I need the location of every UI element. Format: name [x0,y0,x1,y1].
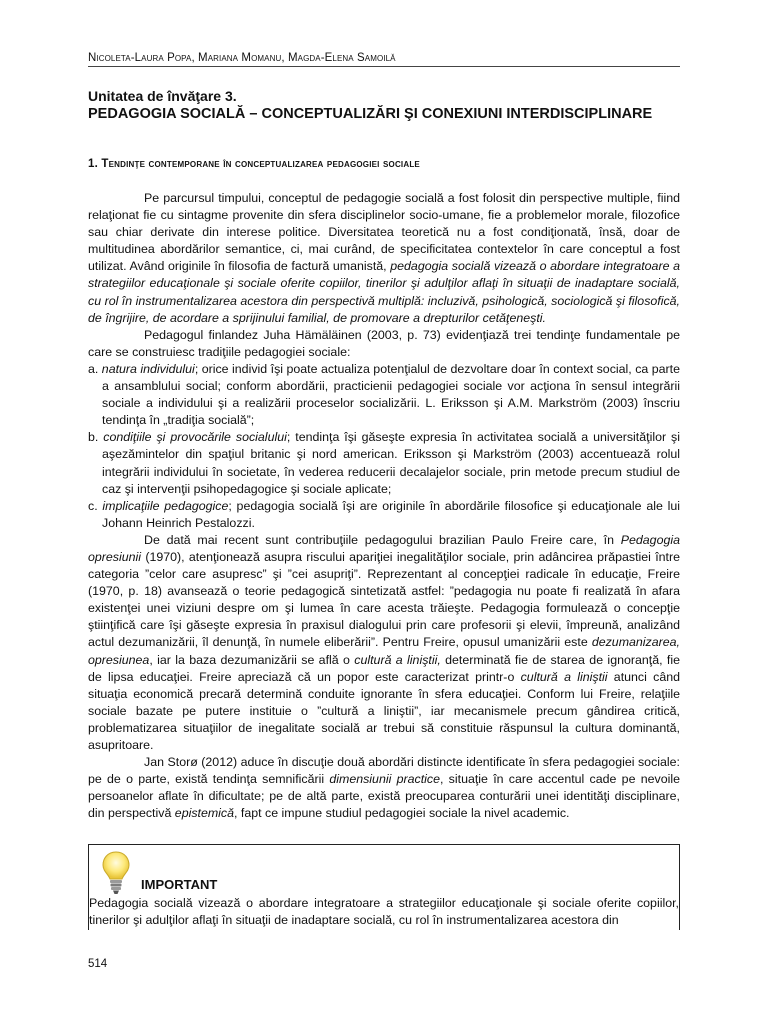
unit-label: Unitatea de învăţare 3. [88,88,237,104]
list-text: ; tendinţa îşi găseşte expresia în activitatea socială a universităţilor şi aşezămintelor din spaţiul britanic şi nord american. Eriksson şi Markström (2003) accentuează rolul integrării individului în societate, în vederea reducerii decalajelor sociale, prin metode precum studiul de caz şi intervenţii psihopedagogice şi sociale aplicate; [102,430,681,496]
body-text [88,190,680,822]
page-number: 514 [88,958,108,970]
paragraph [88,190,680,327]
running-header: Nicoleta-Laura Popa, Mariana Momanu, Magda-Elena Samoilă [88,52,680,67]
paragraph-text: Jan Storø (2012) aduce în discuţie două abordări distincte identificate în sfera pedagogiei sociale: pe de o parte, există tendinţa semnificării [88,755,680,787]
emphasis-text: dezumanizarea, opresiunea [88,635,680,667]
unit-title: PEDAGOGIA SOCIALĂ – CONCEPTUALIZĂRI ŞI CONEXIUNI INTERDISCIPLINARE [88,106,653,122]
paragraph [88,754,680,822]
emphasis-text: cultură a liniştii [520,669,608,684]
paragraph-text: , situaţie în care accentul cade pe nevoile persoanelor aflate în dificultate; pe de altă parte, există preocuparea conturării unei identităţi disciplinare, din perspectivă [88,772,680,821]
important-text: Pedagogia socială vizează o abordare integratoare a strategiilor educaţionale şi sociale oferite copiilor, tinerilor şi adulţilor aflaţi în situaţii de inadaptare socială, cu rol în instrumentalizarea acestora din [89,896,679,927]
list-item [88,498,680,532]
emphasis-text: cultură a liniştii, [354,652,441,667]
lightbulb-icon [101,850,131,896]
emphasis-text: epistemică [174,806,235,821]
list-text: ; orice individ îşi poate actualiza potenţialul de dezvoltare doar în context social, ca parte a ansamblului social; conform abordării, practicienii pedagogiei sociale vor acţiona în sensul integrării sociale a individului şi a realizării proceselor socializării. L. Eriksson şi A.M. Markström (2003) înscriu tendinţa în „tradiţia socială”; [102,361,680,428]
paragraph: Pedagogul finlandez Juha Hämäläinen (2003, p. 73) evidenţiază trei tendinţe fundamentale pe care se construiesc tradiţiile pedagogiei sociale: [88,327,680,359]
paragraph-text: De dată mai recent sunt contribuţiile pedagogului brazilian Paulo Freire care, în [144,532,621,547]
important-box [88,844,680,930]
emphasis-text: pedagogia socială vizează o abordare integratoare a strategiilor educaţionale şi sociale oferite copiilor, tinerilor şi adulţilor aflaţi în situaţii de inadaptare socială, cu rol în instrumentalizarea acestora din perspectivă multiplă: incluzivă, psihologică, sociologică şi filosofică, de îngrijire, de acordare a sprijinului familial, de promovare a drepturilor cetăţeneşti. [88,259,680,325]
list-marker: c. [88,498,103,513]
list-item [88,361,680,429]
document-page [88,0,680,1024]
emphasis-text: Pedagogia opresiunii [88,532,680,564]
paragraph [88,532,680,754]
paragraph-text: , iar la baza dezumanizării se află o [149,652,355,667]
paragraph-text: (1970), atenţionează asupra riscului apariţiei inegalităţilor sociale, prin adâncirea prăpastiei între categoria ”celor care asupresc” şi ”cei asupriţi”. Reprezentant al concepţiei radicale în educaţie, Freire (1970, p. 18) avansează o teorie pedagogică sintetizată astfel: ”pedagogia nu poate fi realizată în afara existenţei unei viziuni despre om şi lumea în care acesta trăieşte. Pedagogia formulează o concepţie ştiinţifică care îşi găseşte expresia în praxisul dialogului prin care profesorii şi elevii, împreună, analizând actul dezumanizării, îl denunţă, în numele eliberării”. Pentru Freire, opusul umanizării este [88,549,680,650]
section-heading: 1. Tendinţe contemporane în conceptualizarea pedagogiei sociale [88,158,420,170]
important-label: IMPORTANT [141,877,218,892]
list-term: condiţiile şi provocările socialului [103,430,287,445]
list-text: ; pedagogia socială îşi are originile în abordările filosofice şi educaţionale ale lui Johann Heinrich Pestalozzi. [102,498,680,530]
paragraph-text: , fapt ce impune studiul pedagogiei sociale la nivel academic. [234,806,570,821]
list-marker: b. [88,430,104,445]
list-item [88,429,680,497]
paragraph-text: determinată fie de starea de ignoranţă, fie de lipsa educaţiei. Freire apreciază că un popor este caracterizat printr-o [88,652,680,684]
emphasis-text: dimensiunii practice [329,772,440,787]
list-term: natura individului [101,361,195,376]
list-term: implicaţiile pedagogice [102,498,229,513]
list-marker: a. [88,361,102,376]
paragraph-text: atunci când situaţia economică precară determină conduite ignorante în sfera educaţiei. Conform lui Freire, relaţiile sociale bazate pe putere instituie o ”cultură a liniştii”, iar mecanismele precum gândirea critică, problematizarea situaţiilor de inegalitate socială ar trebui să constituie răspunsul la cultura dominantă, asupritoare. [88,669,680,752]
paragraph-text: Pe parcursul timpului, conceptul de pedagogie socială a fost folosit din perspective multiple, fiind relaţionat fie cu sintagme provenite din sfera disciplinelor socio-umane, fie a problemelor morale, filozofice sau chiar derivate din interese politice. Diversitatea teoretică nu a fost condiţionată, însă, doar de multitudinea abordărilor semantice, ci, mai curând, de specificitatea contextelor în care conceptul a fost utilizat. Având originile în filosofia de factură umanistă, [88,191,680,274]
